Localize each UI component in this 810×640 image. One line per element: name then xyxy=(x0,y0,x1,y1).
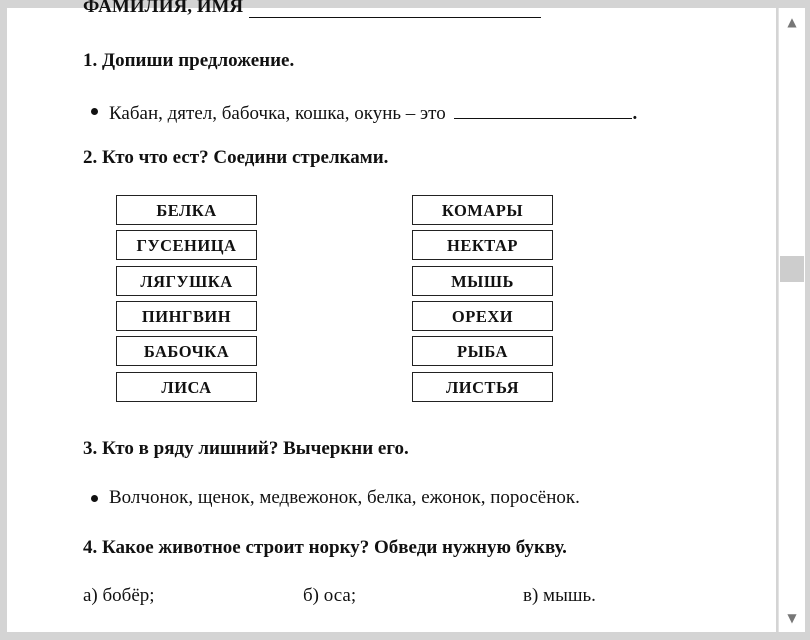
question-1-period: . xyxy=(632,103,638,124)
right-word-box: РЫБА xyxy=(412,336,553,366)
scrollbar-thumb[interactable] xyxy=(780,256,804,282)
right-word-box: МЫШЬ xyxy=(412,266,553,296)
question-1-text: Кабан, дятел, бабочка, кошка, окунь – это xyxy=(109,103,446,124)
chevron-down-icon[interactable]: ▼ xyxy=(787,611,797,625)
document-viewport xyxy=(7,0,776,632)
question-3-text: Волчонок, щенок, медвежонок, белка, ежонок, поросёнок. xyxy=(109,487,580,508)
right-word-box: ОРЕХИ xyxy=(412,301,553,331)
question-1-sentence xyxy=(109,100,637,125)
right-word-box: ЛИСТЬЯ xyxy=(412,372,553,402)
option-b: б) оса; xyxy=(303,585,357,606)
question-3-sentence xyxy=(109,487,580,509)
option-a: а) бобёр; xyxy=(83,585,155,606)
left-word-box: ЛЯГУШКА xyxy=(116,266,257,296)
right-word-box: НЕКТАР xyxy=(412,230,553,260)
option-c: в) мышь. xyxy=(523,585,596,606)
chevron-up-icon[interactable]: ▲ xyxy=(787,15,797,29)
question-2-title: 2. Кто что ест? Соедини стрелками. xyxy=(83,147,389,168)
name-blank-line xyxy=(249,0,541,18)
name-label: ФАМИЛИЯ, ИМЯ xyxy=(83,0,244,17)
left-word-box: БЕЛКА xyxy=(116,195,257,225)
right-word-box: КОМАРЫ xyxy=(412,195,553,225)
left-word-box: ПИНГВИН xyxy=(116,301,257,331)
bullet-icon xyxy=(91,495,98,502)
bullet-icon xyxy=(91,108,98,115)
vertical-scrollbar[interactable] xyxy=(778,8,805,632)
question-4-title: 4. Какое животное строит норку? Обведи нужную букву. xyxy=(83,537,567,558)
left-word-box: БАБОЧКА xyxy=(116,336,257,366)
question-3-title: 3. Кто в ряду лишний? Вычеркни его. xyxy=(83,438,409,459)
answer-blank-line xyxy=(454,100,632,119)
left-word-box: ЛИСА xyxy=(116,372,257,402)
question-1-title: 1. Допиши предложение. xyxy=(83,50,295,71)
name-field xyxy=(83,0,541,18)
left-word-box: ГУСЕНИЦА xyxy=(116,230,257,260)
